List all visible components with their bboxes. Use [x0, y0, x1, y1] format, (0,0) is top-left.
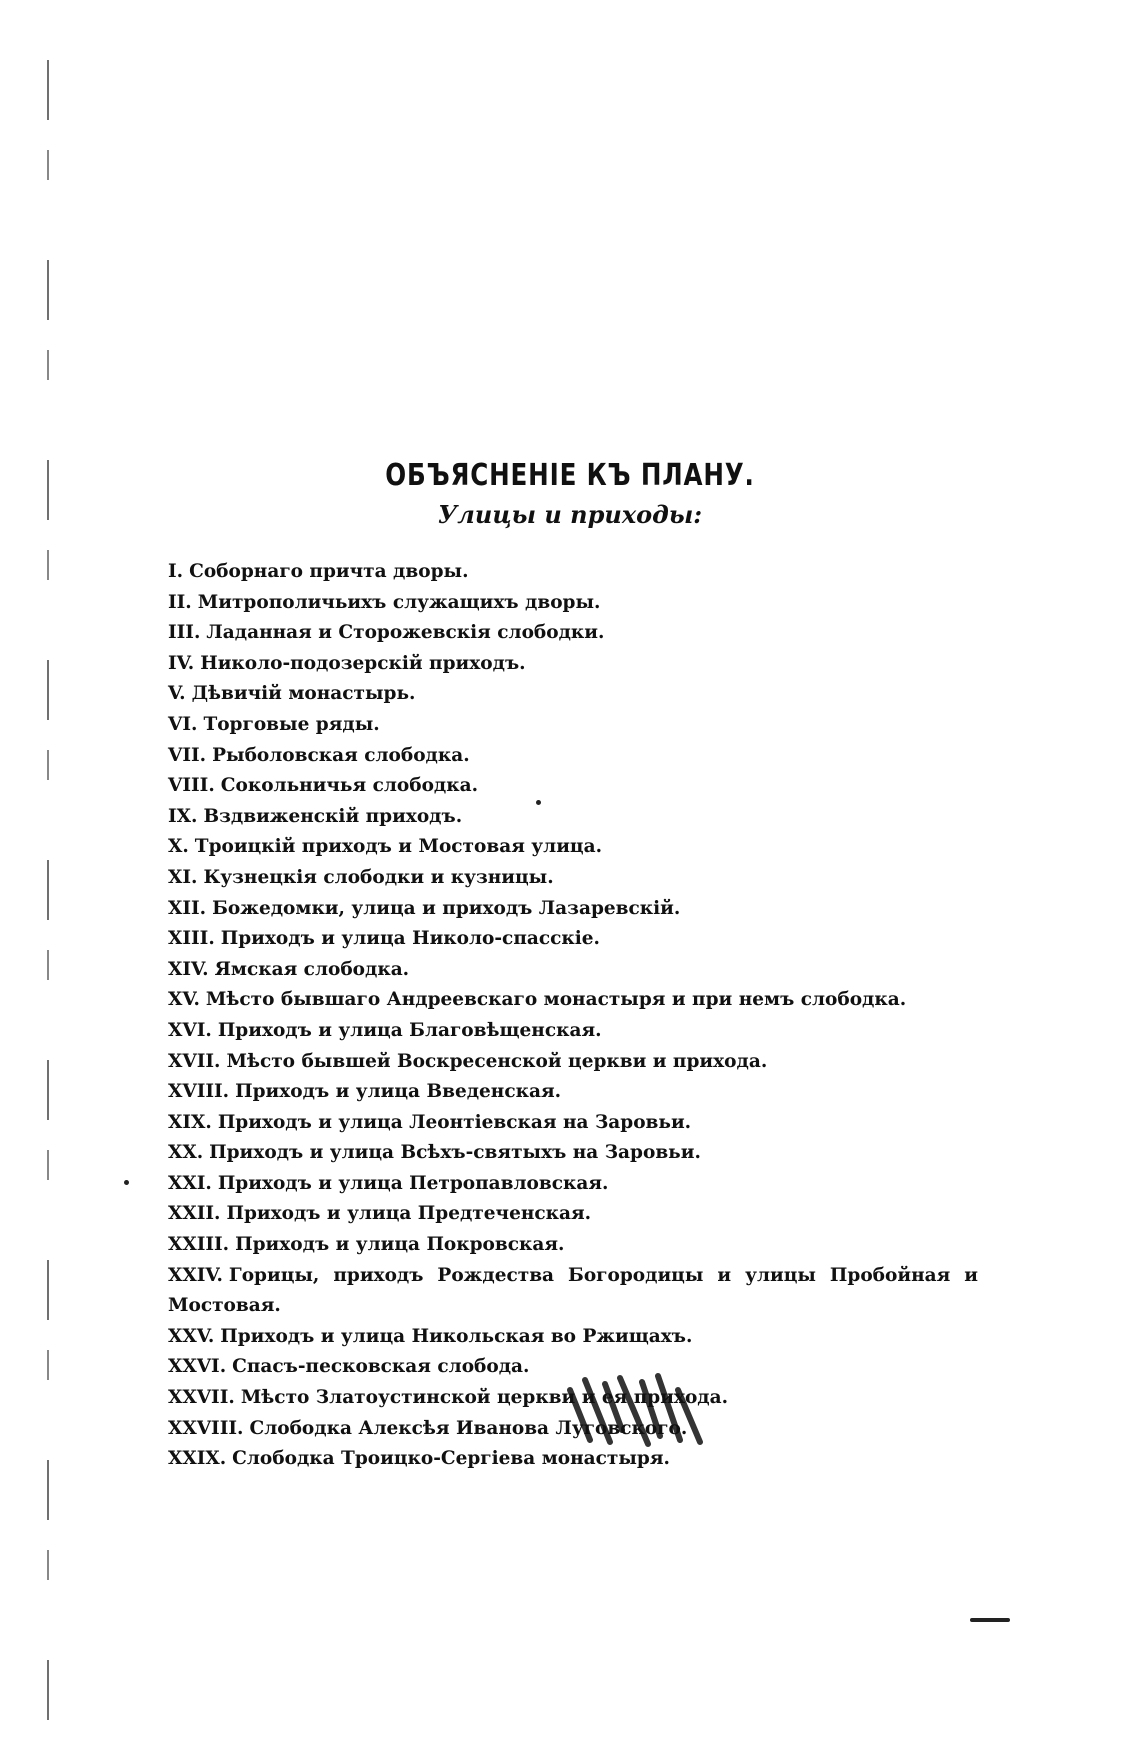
list-item: V. Дѣвичій монастырь. — [168, 683, 416, 705]
list-item: IV. Николо-подозерскій приходъ. — [168, 652, 526, 674]
list-item: VII. Рыболовская слободка. — [168, 744, 470, 766]
list-item: XXIII. Приходъ и улица Покровская. — [168, 1234, 565, 1256]
section-subtitle: Улицы и приходы: — [437, 500, 703, 529]
list-item: VIII. Сокольничья слободка. — [168, 775, 479, 797]
list-item: XXVI. Спасъ-песковская слобода. — [168, 1356, 530, 1378]
page-edge-line — [47, 60, 49, 1740]
list-item: XXIV. Горицы, приходъ Рождества Богородицы и улицы Пробойная и Мостовая. — [168, 1264, 978, 1317]
ink-stamp-mark — [560, 1370, 730, 1450]
list-item: XVIII. Приходъ и улица Введенская. — [168, 1081, 562, 1103]
list-item: VI. Торговые ряды. — [168, 713, 380, 735]
list-item: XI. Кузнецкія слободки и кузницы. — [168, 866, 554, 888]
list-item: XXI. Приходъ и улица Петропавловская. — [168, 1172, 609, 1194]
list-item: I. Соборнаго причта дворы. — [168, 561, 469, 582]
list-item: XXVII. Мѣсто Златоустинской церкви и ея прихода. — [168, 1387, 729, 1409]
list-item: XV. Мѣсто бывшаго Андреевскаго монастыря и при немъ слободка. — [168, 989, 907, 1011]
list-item: X. Троицкій приходъ и Мостовая улица. — [168, 836, 603, 858]
list-item: XVI. Приходъ и улица Благовѣщенская. — [168, 1019, 602, 1041]
list-item: XXVIII. Слободка Алексѣя Иванова Луговского. — [168, 1417, 688, 1439]
list-item: XXII. Приходъ и улица Предтеченская. — [168, 1203, 592, 1225]
list-item: XVII. Мѣсто бывшей Воскресенской церкви и прихода. — [168, 1050, 768, 1072]
list-item: XIII. Приходъ и улица Николо-спасскіе. — [168, 928, 600, 950]
scan-speck — [536, 800, 541, 805]
list-item: XXV. Приходъ и улица Никольская во Ржищахъ. — [168, 1325, 693, 1347]
scan-speck — [124, 1180, 129, 1185]
list-item: XX. Приходъ и улица Всѣхъ-святыхъ на Заровьи. — [168, 1142, 701, 1164]
margin-ink-mark — [970, 1618, 1010, 1622]
list-item: XIX. Приходъ и улица Леонтіевская на Заровьи. — [168, 1111, 692, 1133]
list-item: XIV. Ямская слободка. — [168, 958, 410, 980]
list-item: III. Ладанная и Сторожевскія слободки. — [168, 622, 605, 644]
page-title: ОБЪЯСНЕНІЕ КЪ ПЛАНУ. — [385, 458, 755, 494]
list-item: XXIX. Слободка Троицко-Сергіева монастыря. — [168, 1448, 670, 1470]
legend-list — [168, 557, 988, 1475]
list-item: II. Митрополичьихъ служащихъ дворы. — [168, 591, 601, 613]
list-item: XII. Божедомки, улица и приходъ Лазаревскій. — [168, 897, 681, 919]
list-item: IX. Вздвиженскій приходъ. — [168, 805, 463, 827]
